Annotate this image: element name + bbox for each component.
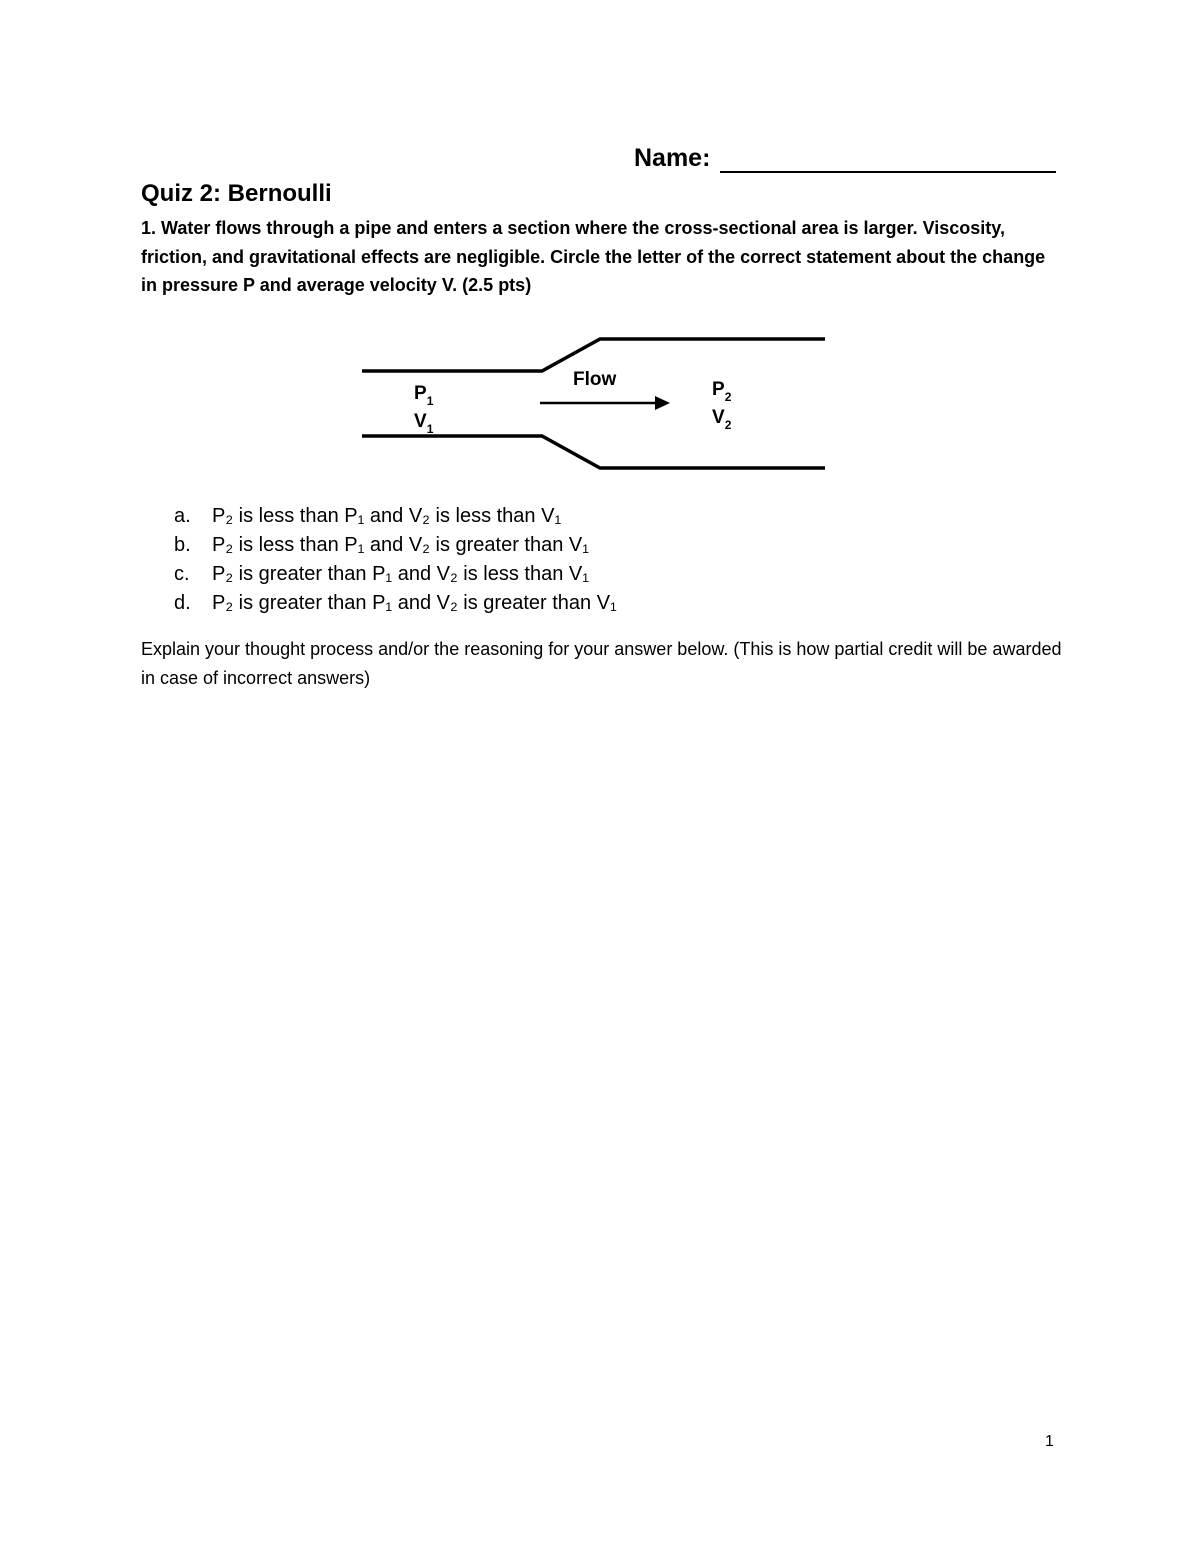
- v2-label: [712, 407, 732, 432]
- choice-text: P₂ is less than P₁ and V₂ is less than V₁: [212, 505, 562, 527]
- explain-instructions: Explain your thought process and/or the reasoning for your answer below. (This is how partial credit will be awarded in case of incorrect answers): [141, 639, 1062, 688]
- choice-letter: c.: [174, 563, 190, 585]
- p2-label: [712, 379, 732, 404]
- flow-label: Flow: [573, 369, 617, 390]
- v1-subscript: 1: [426, 422, 434, 436]
- p2-symbol: P: [712, 379, 725, 400]
- choice-text: P₂ is greater than P₁ and V₂ is less than V₁: [212, 563, 589, 585]
- answer-choice-a[interactable]: [174, 502, 617, 531]
- p2-subscript: 2: [724, 390, 732, 404]
- choice-text: P₂ is greater than P₁ and V₂ is greater than V₁: [212, 592, 617, 614]
- p1-subscript: 1: [426, 394, 434, 408]
- v1-label: [414, 411, 434, 436]
- choice-letter: d.: [174, 592, 191, 614]
- answer-choice-c[interactable]: [174, 560, 617, 589]
- p1-label: [414, 383, 434, 408]
- quiz-title: Quiz 2: Bernoulli: [141, 180, 332, 207]
- flow-arrow-head: [655, 396, 670, 410]
- choice-letter: a.: [174, 505, 191, 527]
- choice-letter: b.: [174, 534, 191, 556]
- choice-text: P₂ is less than P₁ and V₂ is greater than V₁: [212, 534, 589, 556]
- v2-symbol: V: [712, 407, 725, 428]
- page-number: 1: [1045, 1433, 1054, 1450]
- v2-subscript: 2: [724, 418, 732, 432]
- pipe-lower-wall: [362, 436, 825, 468]
- answer-choices: [174, 502, 617, 618]
- name-label: Name:: [634, 144, 711, 172]
- v1-symbol: V: [414, 411, 427, 432]
- pipe-flow-diagram: [350, 325, 840, 485]
- answer-choice-d[interactable]: [174, 589, 617, 618]
- pipe-upper-wall: [362, 339, 825, 371]
- answer-choice-b[interactable]: [174, 531, 617, 560]
- name-blank-line: [720, 149, 1056, 173]
- p1-symbol: P: [414, 383, 427, 404]
- question-1-text: 1. Water flows through a pipe and enters a section where the cross-sectional area is larger. Viscosity, friction, and gravitational effects are negligible. Circle the letter of the correct statement about the change in pressure P and average velocity V. (2.5 pts): [141, 218, 1046, 295]
- name-field-row: [634, 144, 1056, 173]
